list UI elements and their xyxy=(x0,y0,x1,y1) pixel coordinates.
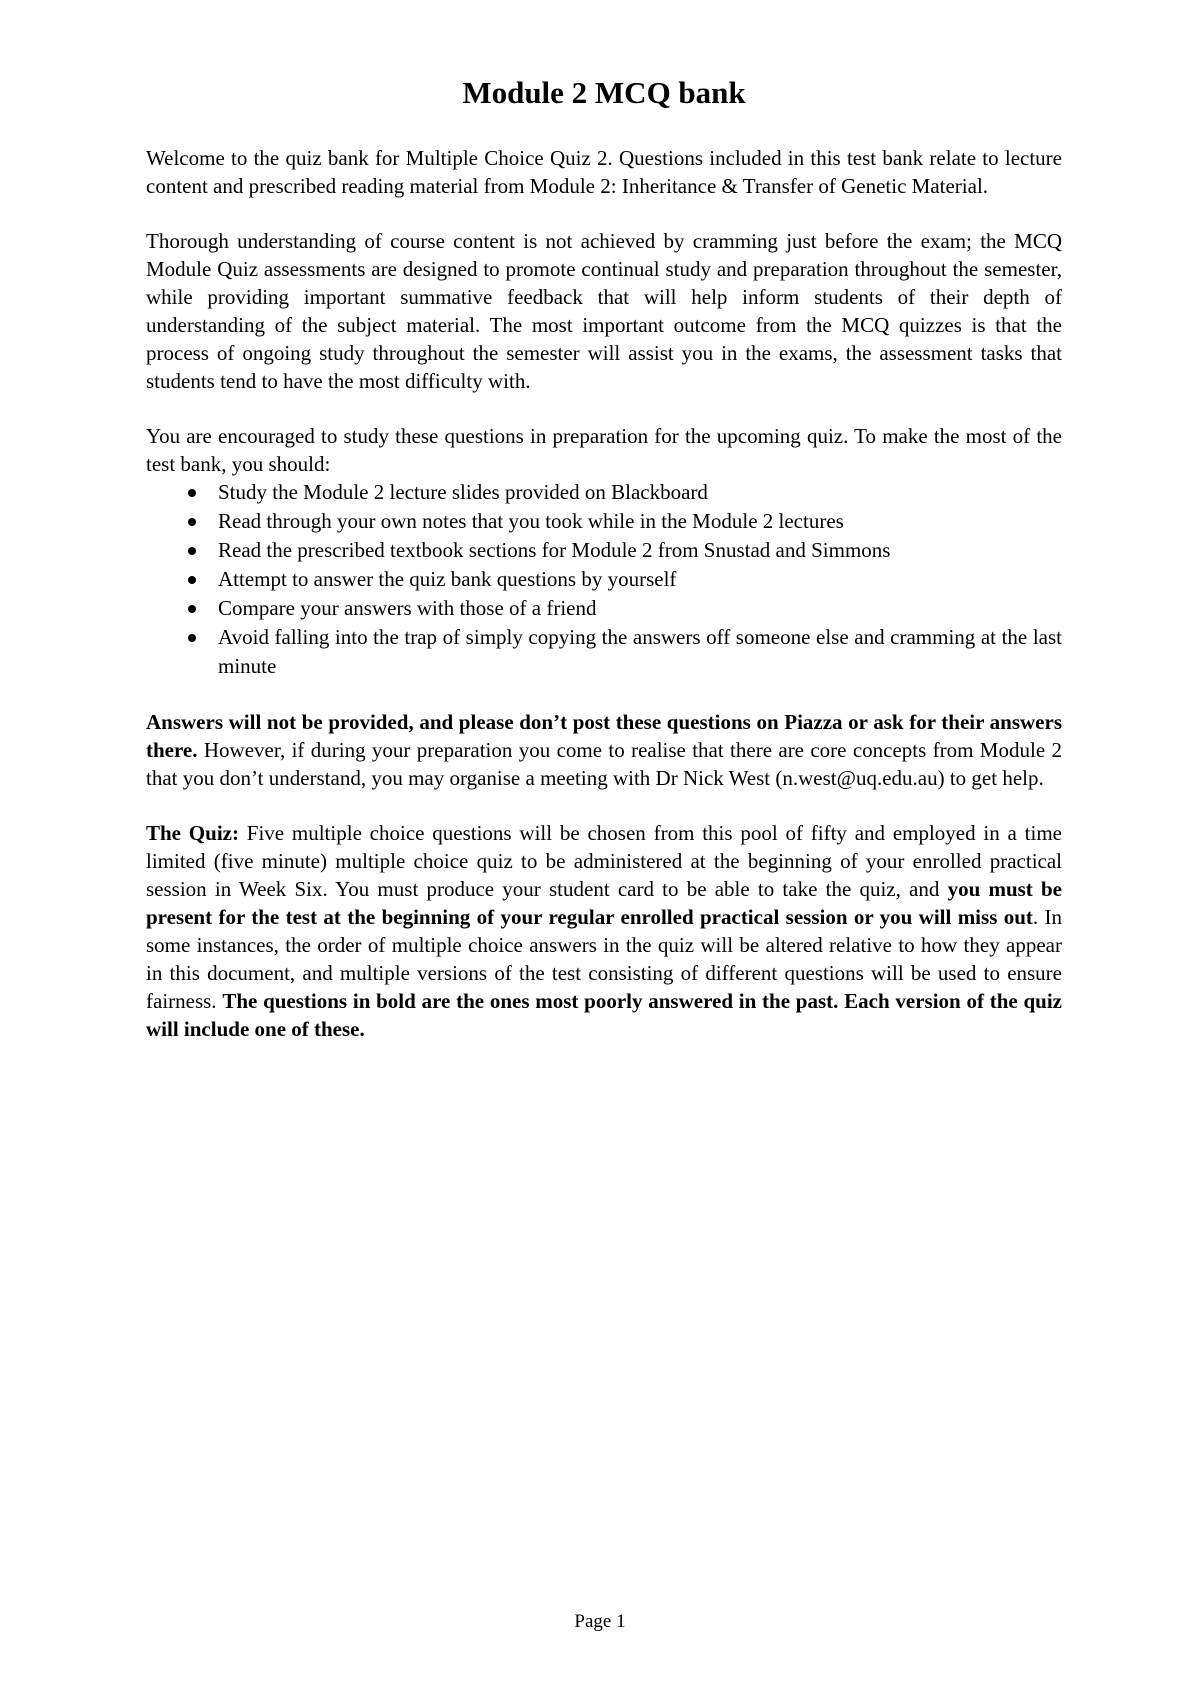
list-item xyxy=(146,507,1062,536)
bullet-icon xyxy=(188,547,196,555)
list-item-text: Attempt to answer the quiz bank questions by yourself xyxy=(218,567,677,591)
bullet-icon xyxy=(188,576,196,584)
page-content xyxy=(146,72,1062,1043)
quiz-text-continued: . In some instances, the order of multiple choice answers in the quiz will be altered relative to how they appear in this document, and multiple versions of the test consisting of different questions will be used to ensure fairness. xyxy=(146,905,1062,1013)
answers-warning: Answers will not be provided, and please don’t post these questions on Piazza or ask for their answers there. xyxy=(146,710,1062,762)
list-item-text: Read the prescribed textbook sections for Module 2 from Snustad and Simmons xyxy=(218,538,891,562)
study-paragraph: Thorough understanding of course content is not achieved by cramming just before the exam; the MCQ Module Quiz assessments are designed to promote continual study and preparation throughout the semester, while providing important summative feedback that will help inform students of their depth of understanding of the subject material. The most important outcome from the MCQ quizzes is that the process of ongoing study throughout the semester will assist you in the exams, the assessment tasks that students tend to have the most difficulty with. xyxy=(146,229,1062,393)
bullet-icon xyxy=(188,605,196,613)
list-item xyxy=(146,565,1062,594)
list-item xyxy=(146,623,1062,681)
list-item-text: Study the Module 2 lecture slides provided on Blackboard xyxy=(218,480,708,504)
answers-help-text: However, if during your preparation you come to realise that there are core concepts from Module 2 that you don’t understand, you may organise a meeting with Dr Nick West (n.west@uq.edu.au) to get help. xyxy=(146,738,1062,790)
quiz-bold-note: The questions in bold are the ones most poorly answered in the past. Each version of the quiz will include one of these. xyxy=(146,989,1062,1041)
quiz-paragraph xyxy=(146,819,1062,1043)
list-item xyxy=(146,594,1062,623)
encourage-paragraph: You are encouraged to study these questions in preparation for the upcoming quiz. To make the most of the test bank, you should: xyxy=(146,424,1062,476)
list-item xyxy=(146,478,1062,507)
quiz-text: Five multiple choice questions will be chosen from this pool of fifty and employed in a time limited (five minute) multiple choice quiz to be administered at the beginning of your enrolled practical session in Week Six. You must produce your student card to be able to take the quiz, and xyxy=(146,821,1062,901)
bullet-icon xyxy=(188,518,196,526)
list-item-text: Avoid falling into the trap of simply copying the answers off someone else and cramming at the last minute xyxy=(218,625,1062,678)
list-item xyxy=(146,536,1062,565)
intro-paragraph: Welcome to the quiz bank for Multiple Choice Quiz 2. Questions included in this test bank relate to lecture content and prescribed reading material from Module 2: Inheritance & Transfer of Genetic Material. xyxy=(146,146,1062,198)
page-title: Module 2 MCQ bank xyxy=(462,75,746,110)
list-item-text: Read through your own notes that you took while in the Module 2 lectures xyxy=(218,509,844,533)
study-tips-list xyxy=(146,478,1062,681)
quiz-label: The Quiz: xyxy=(146,821,239,845)
page-number: Page 1 xyxy=(574,1611,626,1632)
quiz-attendance-warning: you must be present for the test at the beginning of your regular enrolled practical session or you will miss out xyxy=(146,877,1062,929)
bullet-icon xyxy=(188,634,196,642)
list-item-text: Compare your answers with those of a friend xyxy=(218,596,597,620)
bullet-icon xyxy=(188,489,196,497)
answers-paragraph xyxy=(146,708,1062,792)
